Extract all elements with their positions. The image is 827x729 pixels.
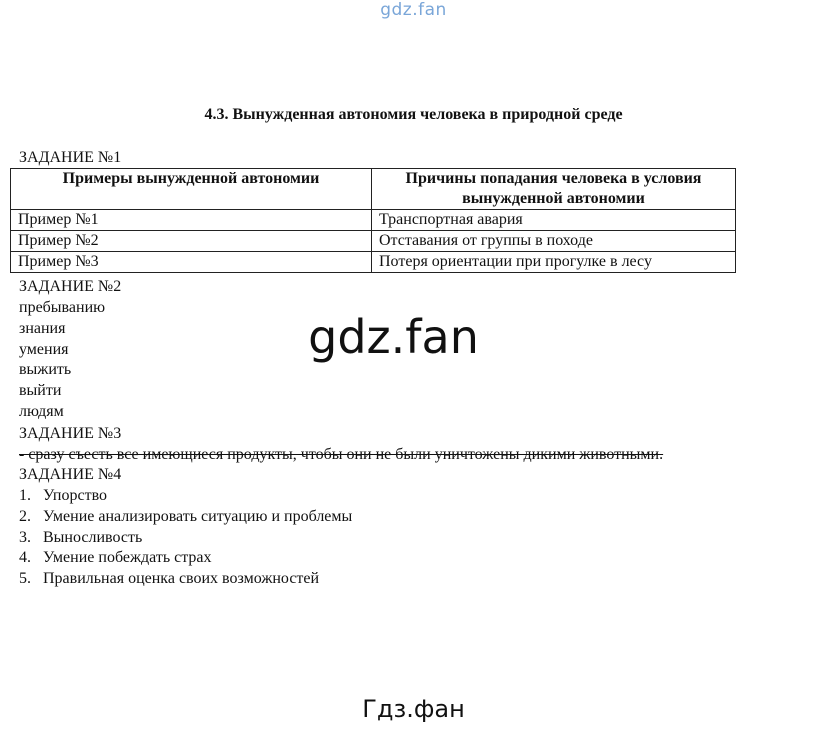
table-cell-cause: Транспортная авария [372, 210, 736, 231]
task1-table [10, 168, 736, 273]
table-row [11, 210, 736, 231]
table-cell-cause: Отставания от группы в походе [372, 231, 736, 252]
list-item: пребыванию [19, 299, 106, 316]
task2-label: ЗАДАНИЕ №2 [19, 278, 122, 295]
task4-label: ЗАДАНИЕ №4 [19, 466, 122, 483]
watermark-bottom: Гдз.фан [362, 695, 465, 723]
list-number: 5. [19, 570, 31, 588]
list-number: 3. [19, 528, 31, 546]
table-header-examples: Примеры вынужденной автономии [11, 169, 372, 210]
list-number: 1. [19, 487, 31, 504]
table-header-causes: Причины попадания человека в условия вынужденной автономии [372, 169, 736, 210]
list-item [19, 528, 352, 549]
table-cell-example: Пример №2 [11, 231, 372, 252]
table-cell-cause: Потеря ориентации при прогулке в лесу [372, 252, 736, 273]
task1-label: ЗАДАНИЕ №1 [19, 149, 122, 166]
table-row [11, 252, 736, 273]
list-item [19, 548, 352, 569]
list-text: Выносливость [43, 528, 143, 546]
watermark-top: gdz.fan [380, 0, 447, 20]
section-title: 4.3. Вынужденная автономия человека в природной среде [204, 106, 623, 123]
list-item: выйти [19, 382, 62, 400]
task3-label: ЗАДАНИЕ №3 [19, 425, 122, 442]
list-text: Правильная оценка своих возможностей [43, 570, 320, 588]
list-number: 2. [19, 507, 31, 525]
table-row [11, 231, 736, 252]
list-item: умения [19, 340, 69, 358]
task3-answer: - сразу съесть все имеющиеся продукты, чтобы они не были уничтожены дикими животными. [19, 446, 664, 463]
list-item: выжить [19, 361, 72, 379]
task4-list [19, 486, 352, 590]
list-text: Умение анализировать ситуацию и проблемы [43, 507, 353, 525]
watermark-center: gdz.fan [308, 310, 479, 364]
list-item [19, 507, 352, 528]
list-item [19, 569, 352, 590]
list-number: 4. [19, 549, 31, 567]
table-cell-example: Пример №3 [11, 252, 372, 273]
list-item [19, 486, 352, 507]
list-text: Упорство [43, 487, 108, 504]
list-text: Умение побеждать страх [43, 549, 212, 567]
table-cell-example: Пример №1 [11, 210, 372, 231]
list-item: людям [19, 402, 64, 420]
table-header-row [11, 169, 736, 210]
list-item: знания [19, 319, 66, 337]
